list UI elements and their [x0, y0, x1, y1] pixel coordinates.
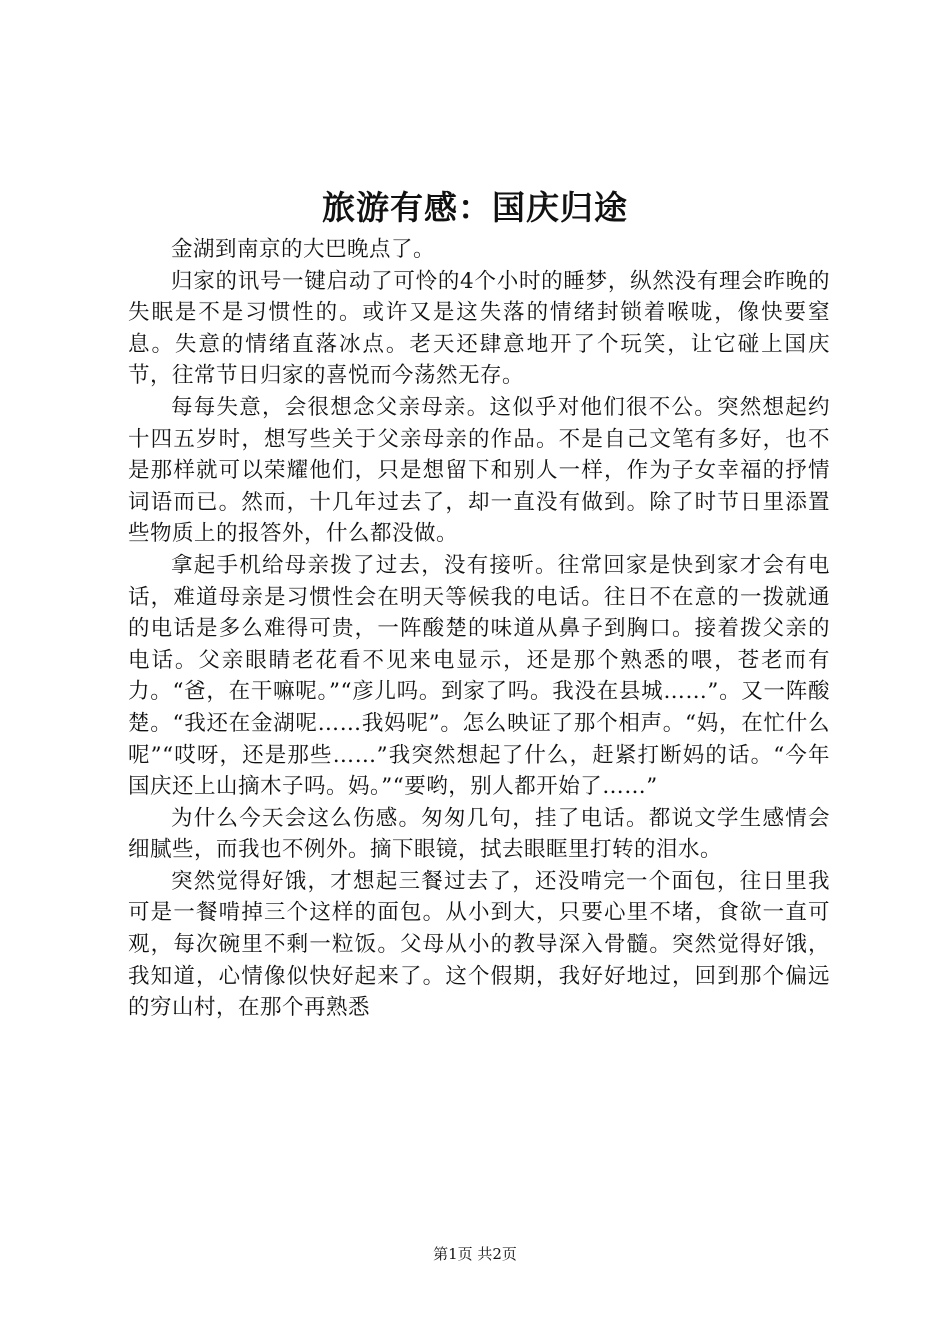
paragraph: 金湖到南京的大巴晚点了。	[171, 237, 436, 262]
page-title: 旅游有感：国庆归途	[322, 188, 628, 227]
paragraph: 突然觉得好饿，才想起三餐过去了，还没啃完一个面包，往日里我可是一餐啃掉三个这样的面包。从小到大，只要心里不堵，食欲一直可观，每次碗里不剩一粒饭。父母从小的教导深入骨髓。突然觉得好饿，我知道，心情像似快好起来了。这个假期，我好好地过，回到那个偏远的穷山村，在那个再熟悉	[128, 868, 830, 1021]
paragraph: 拿起手机给母亲拨了过去，没有接听。往常回家是快到家才会有电话，难道母亲是习惯性会在明天等候我的电话。往日不在意的一拨就通的电话是多么难得可贵，一阵酸楚的味道从鼻子到胸口。接着拨父亲的电话。父亲眼睛老花看不见来电显示，还是那个熟悉的喂，苍老而有力。“爸，在干嘛呢。”“彦儿吗。到家了吗。我没在县城……”。又一阵酸楚。“我还在金湖呢……我妈呢”。怎么映证了那个相声。“妈，在忙什么呢”“哎呀，还是那些……”我突然想起了什么，赶紧打断妈的话。“今年国庆还上山摘木子吗。妈。”“要哟，别人都开始了……”	[128, 552, 830, 800]
page-number-footer: 第1页 共2页	[433, 1245, 517, 1263]
paragraph: 为什么今天会这么伤感。匆匆几句，挂了电话。都说文学生感情会细腻些，而我也不例外。摘下眼镜，拭去眼眶里打转的泪水。	[128, 805, 830, 863]
article-body	[128, 234, 830, 1024]
paragraph: 归家的讯号一键启动了可怜的4个小时的睡梦，纵然没有理会昨晚的失眠是不是习惯性的。或许又是这失落的情绪封锁着喉咙，像快要窒息。失意的情绪直落冰点。老天还肆意地开了个玩笑，让它碰上国庆节，往常节日归家的喜悦而今荡然无存。	[128, 268, 830, 389]
paragraph: 每每失意，会很想念父亲母亲。这似乎对他们很不公。突然想起约十四五岁时，想写些关于父亲母亲的作品。不是自己文笔有多好，也不是那样就可以荣耀他们，只是想留下和别人一样，作为子女幸福的抒情词语而已。然而，十几年过去了，却一直没有做到。除了时节日里添置些物质上的报答外，什么都没做。	[128, 394, 830, 547]
